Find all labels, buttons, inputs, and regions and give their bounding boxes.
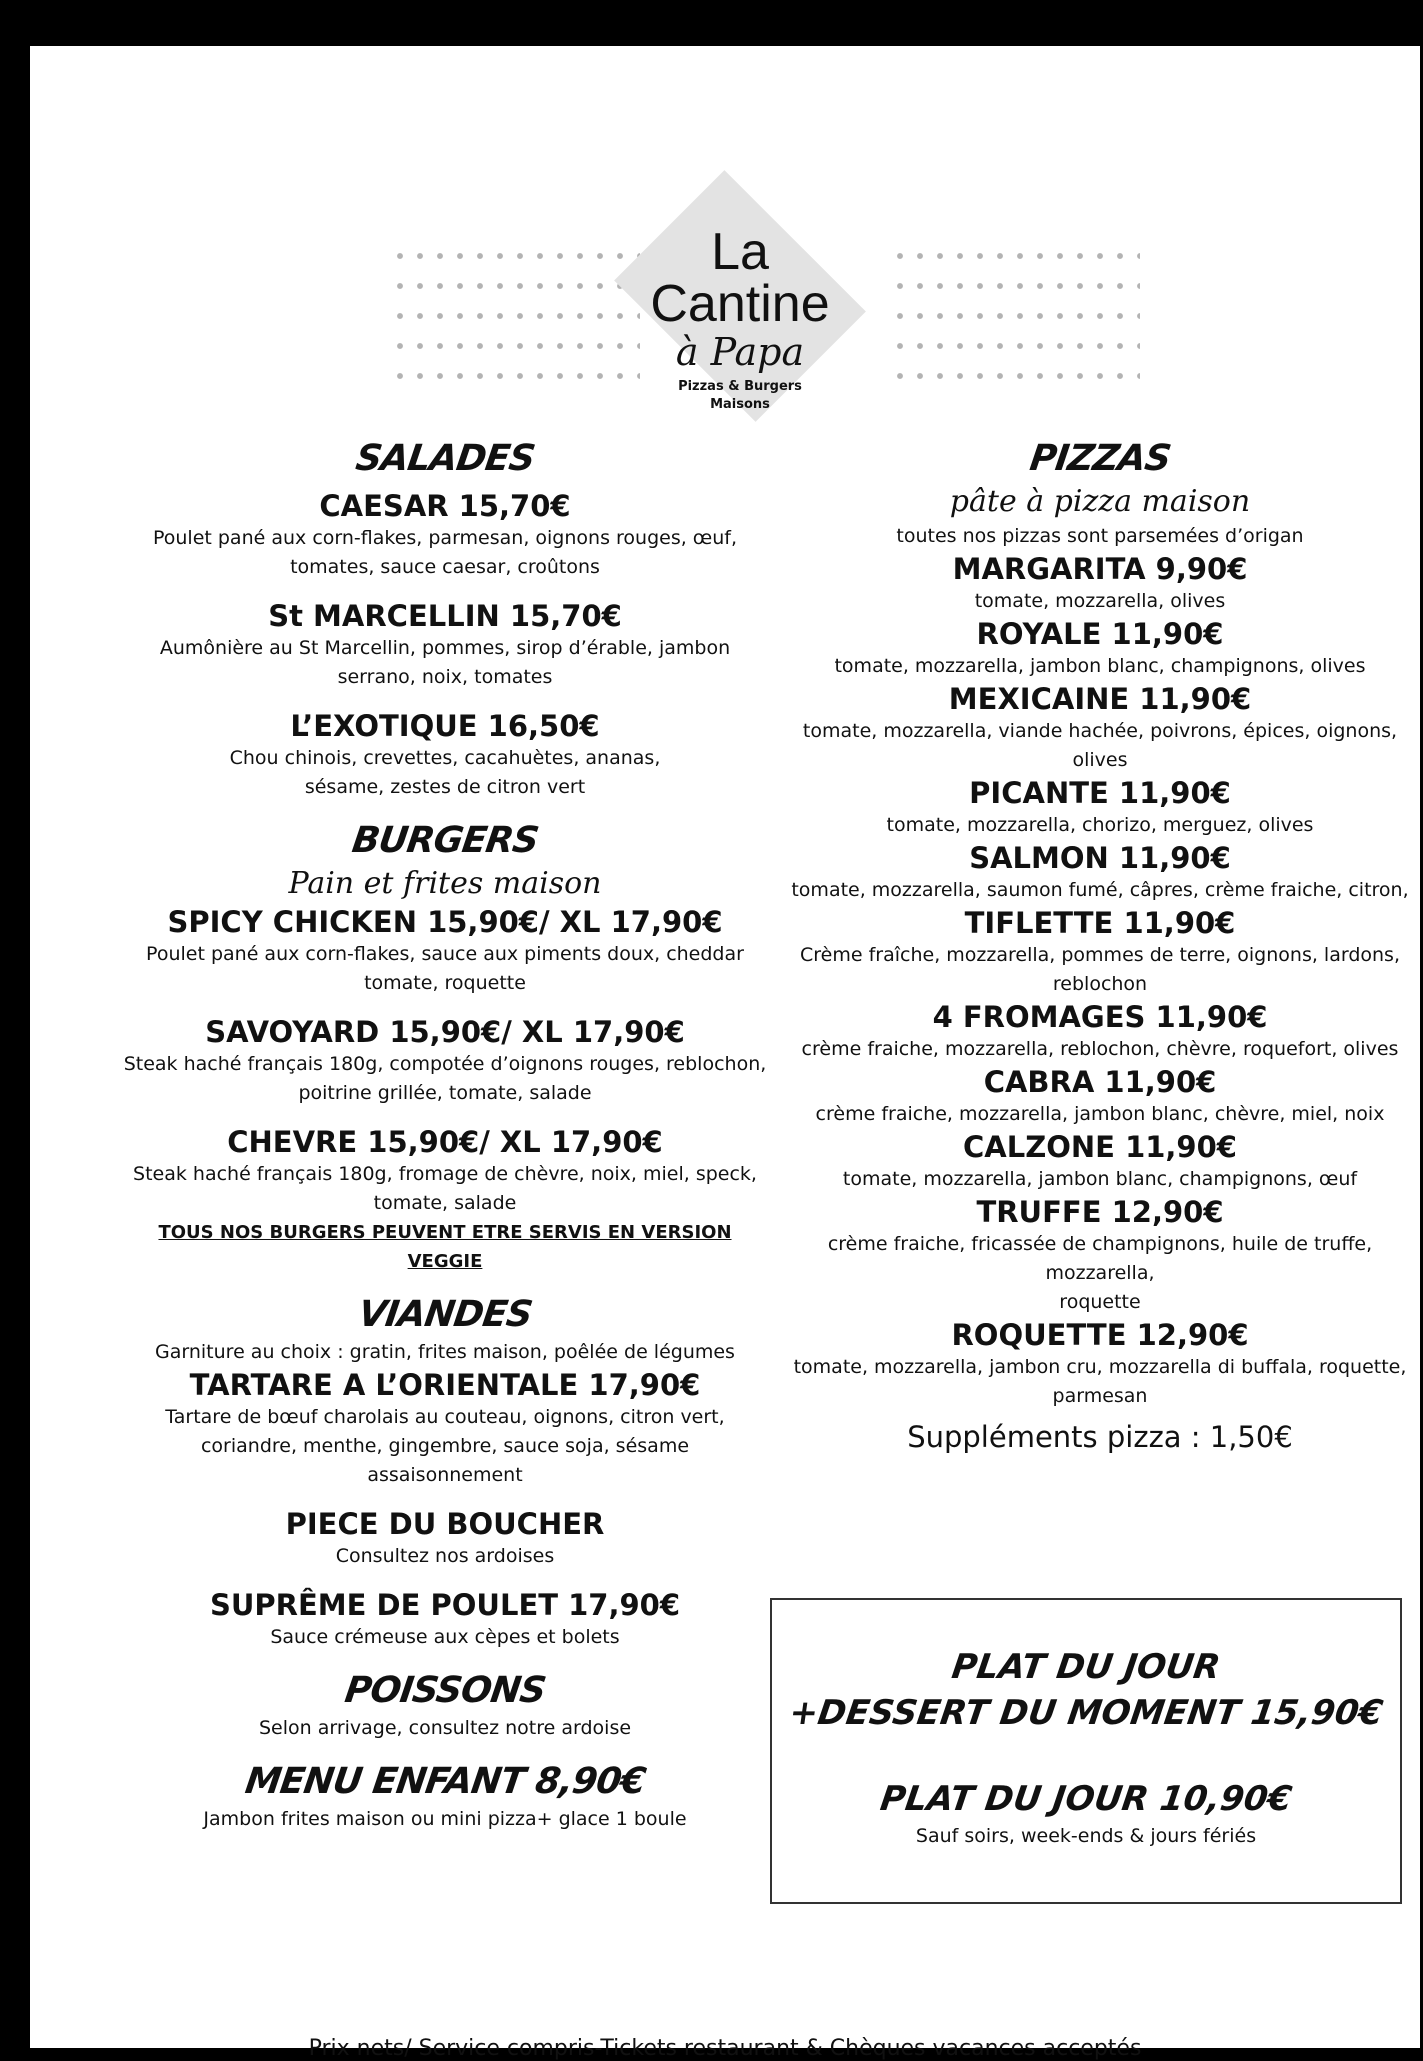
item-name: MARGARITA 9,90€: [952, 552, 1248, 586]
salades-section: [90, 436, 800, 802]
logo-sub-2: Maisons: [710, 397, 770, 412]
menu-item: [90, 904, 800, 998]
logo-line-3: à Papa: [675, 330, 805, 374]
menu-item: [90, 598, 800, 692]
menu-item: [780, 775, 1420, 840]
item-name: SALMON 11,90€: [969, 841, 1231, 875]
menu-item: [780, 1194, 1420, 1317]
item-desc: crème fraiche, mozzarella, jambon blanc, chèvre, miel, noix: [815, 1103, 1385, 1125]
logo: [370, 146, 1150, 466]
daily-special-box: [770, 1598, 1402, 1904]
section-title-viandes: VIANDES: [355, 1294, 535, 1335]
item-desc: Poulet pané aux corn-flakes, sauce aux piments doux, cheddar: [146, 943, 744, 965]
poissons-section: [90, 1668, 800, 1743]
item-name: CAESAR 15,70€: [319, 489, 571, 523]
menu-item: [90, 708, 800, 802]
item-desc: serrano, noix, tomates: [337, 666, 553, 688]
section-title-poissons: POISSONS: [342, 1670, 548, 1711]
item-name: SPICY CHICKEN 15,90€/ XL 17,90€: [167, 905, 723, 939]
menu-item: [780, 616, 1420, 681]
item-desc: tomate, mozzarella, jambon cru, mozzarella di buffala, roquette,: [793, 1356, 1407, 1378]
right-column: [780, 436, 1420, 1457]
veggie-note: TOUS NOS BURGERS PEUVENT ETRE SERVIS EN VERSION: [158, 1222, 732, 1243]
item-name: TARTARE A L’ORIENTALE 17,90€: [189, 1368, 701, 1402]
item-desc: sésame, zestes de citron vert: [304, 776, 586, 798]
item-desc: Steak haché français 180g, compotée d’oignons rouges, reblochon,: [123, 1053, 767, 1075]
item-name: TIFLETTE 11,90€: [964, 906, 1236, 940]
logo-dots-right: [890, 241, 1140, 381]
item-name: SAVOYARD 15,90€/ XL 17,90€: [205, 1015, 685, 1049]
item-desc: tomate, salade: [373, 1192, 517, 1214]
item-desc: coriandre, menthe, gingembre, sauce soja, sésame: [200, 1435, 690, 1457]
pizza-supplement: Suppléments pizza : 1,50€: [907, 1420, 1293, 1454]
item-name: TRUFFE 12,90€: [976, 1195, 1224, 1229]
daily-note: Sauf soirs, week-ends & jours fériés: [915, 1825, 1257, 1847]
footer-text: Prix nets/ Service compris-Tickets restaurant & Chèques vacances acceptés: [308, 2036, 1142, 2061]
item-desc: assaisonnement: [367, 1464, 523, 1486]
menu-item: [780, 905, 1420, 999]
item-desc: Crème fraîche, mozzarella, pommes de terre, oignons, lardons,: [800, 944, 1400, 966]
item-desc: parmesan: [1052, 1385, 1148, 1407]
left-column: [90, 436, 800, 1834]
menu-item: [90, 1367, 800, 1490]
item-name: ROQUETTE 12,90€: [951, 1318, 1249, 1352]
item-desc: Selon arrivage, consultez notre ardoise: [258, 1717, 632, 1739]
item-desc: crème fraiche, fricassée de champignons, huile de truffe, mozzarella,: [827, 1233, 1373, 1284]
item-desc: Chou chinois, crevettes, cacahuètes, ananas,: [229, 747, 661, 769]
menu-item: [90, 488, 800, 582]
item-desc: tomate, mozzarella, jambon blanc, champignons, œuf: [842, 1168, 1358, 1190]
item-desc: Steak haché français 180g, fromage de chèvre, noix, miel, speck,: [133, 1163, 757, 1185]
item-desc: Poulet pané aux corn-flakes, parmesan, oignons rouges, œuf,: [152, 527, 738, 549]
logo-line-2: Cantine: [650, 275, 830, 333]
item-desc: olives: [1072, 749, 1128, 771]
item-desc: tomates, sauce caesar, croûtons: [290, 556, 600, 578]
menu-item: [780, 681, 1420, 775]
item-name: CABRA 11,90€: [983, 1065, 1217, 1099]
item-desc: Jambon frites maison ou mini pizza+ glace 1 boule: [203, 1808, 687, 1830]
menu-item: [90, 1124, 800, 1218]
item-name: 4 FROMAGES 11,90€: [932, 1000, 1268, 1034]
menu-item: [780, 1317, 1420, 1411]
garniture-text: Garniture au choix : gratin, frites maison, poêlée de légumes: [155, 1341, 735, 1363]
item-desc: tomate, roquette: [364, 972, 526, 994]
viandes-section: [90, 1292, 800, 1652]
item-desc: Sauce crémeuse aux cèpes et bolets: [270, 1626, 620, 1648]
menu-enfant-section: [90, 1759, 800, 1834]
menu-item: [780, 1129, 1420, 1194]
item-desc: reblochon: [1052, 973, 1148, 995]
daily-line-3: PLAT DU JOUR 10,90€: [877, 1779, 1295, 1819]
item-desc: Aumônière au St Marcellin, pommes, sirop d’érable, jambon: [159, 637, 731, 659]
item-desc: roquette: [1059, 1291, 1141, 1313]
item-name: L’EXOTIQUE 16,50€: [290, 709, 600, 743]
menu-item: [780, 551, 1420, 616]
menu-item: [780, 840, 1420, 905]
item-desc: Tartare de bœuf charolais au couteau, oignons, citron vert,: [165, 1406, 725, 1428]
menu-item: [90, 1587, 800, 1652]
item-name: PICANTE 11,90€: [969, 776, 1231, 810]
item-name: St MARCELLIN 15,70€: [268, 599, 622, 633]
veggie-note: VEGGIE: [407, 1251, 483, 1272]
item-desc: Consultez nos ardoises: [335, 1545, 555, 1567]
item-desc: tomate, mozzarella, chorizo, merguez, olives: [886, 814, 1314, 836]
item-name: CHEVRE 15,90€/ XL 17,90€: [227, 1125, 663, 1159]
item-desc: tomate, mozzarella, viande hachée, poivrons, épices, oignons,: [802, 720, 1398, 742]
menu-item: [90, 1506, 800, 1571]
item-desc: poitrine grillée, tomate, salade: [298, 1082, 592, 1104]
logo-line-1: La: [711, 223, 769, 281]
item-name: CALZONE 11,90€: [963, 1130, 1237, 1164]
section-title-burgers: BURGERS: [349, 820, 541, 861]
item-name: SUPRÊME DE POULET 17,90€: [209, 1588, 681, 1622]
item-name: MEXICAINE 11,90€: [948, 682, 1252, 716]
menu-item: [780, 1064, 1420, 1129]
item-desc: tomate, mozzarella, olives: [974, 590, 1226, 612]
daily-line-1: PLAT DU JOUR: [949, 1647, 1223, 1687]
section-title-pizzas: PIZZAS: [1027, 438, 1173, 479]
pizzas-intro: toutes nos pizzas sont parsemées d’origan: [896, 525, 1304, 547]
item-desc: crème fraiche, mozzarella, reblochon, chèvre, roquefort, olives: [801, 1038, 1399, 1060]
menu-item: [780, 999, 1420, 1064]
item-desc: tomate, mozzarella, saumon fumé, câpres, crème fraiche, citron,: [791, 879, 1409, 901]
daily-line-2: +DESSERT DU MOMENT 15,90€: [786, 1693, 1386, 1733]
burgers-section: [90, 818, 800, 1276]
section-subtitle-burgers: Pain et frites maison: [288, 866, 602, 901]
menu-item: [90, 1014, 800, 1108]
logo-sub-1: Pizzas & Burgers: [678, 379, 802, 394]
section-title-salades: SALADES: [353, 438, 537, 479]
item-name: ROYALE 11,90€: [976, 617, 1224, 651]
section-subtitle-pizzas: pâte à pizza maison: [949, 484, 1251, 519]
menu-sheet: [30, 46, 1420, 2061]
section-title-menu-enfant: MENU ENFANT 8,90€: [242, 1761, 648, 1802]
item-desc: tomate, mozzarella, jambon blanc, champignons, olives: [834, 655, 1366, 677]
item-name: PIECE DU BOUCHER: [285, 1507, 605, 1541]
logo-text: [600, 223, 880, 414]
